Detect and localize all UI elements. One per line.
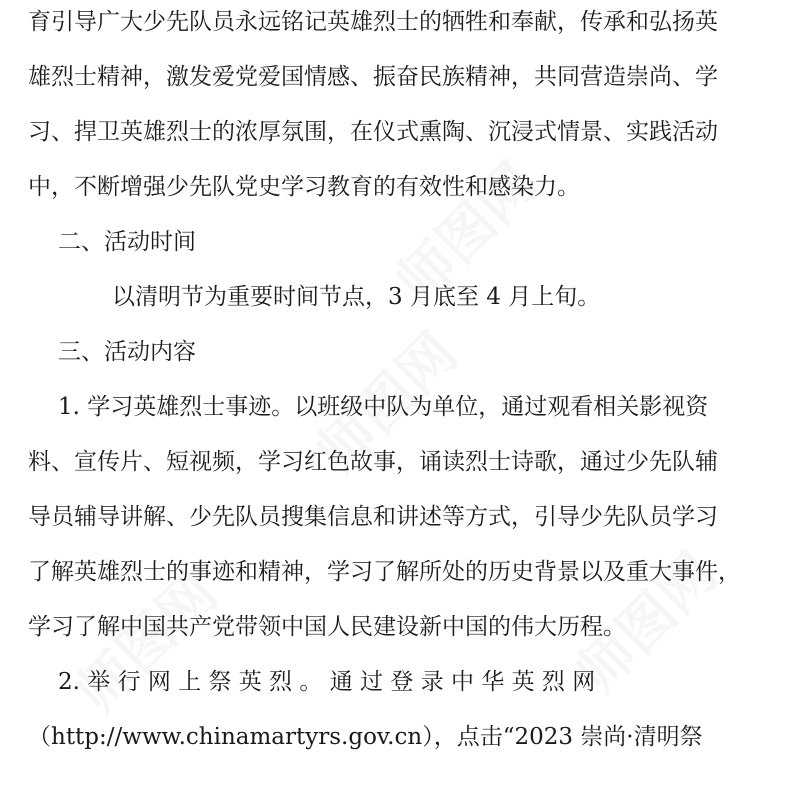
paragraph-line: （http://www.chinamartyrs.gov.cn），点击“2023 崇尚·清明祭 [28, 724, 703, 750]
list-item-2: 2. 举 行 网 上 祭 英 烈 。 通 过 登 录 中 华 英 烈 网 [58, 669, 596, 695]
paragraph-line: 料、宣传片、短视频，学习红色故事，诵读烈士诗歌，通过少先队辅 [28, 449, 718, 475]
paragraph-line: 中，不断增强少先队党史学习教育的有效性和感染力。 [28, 174, 580, 200]
paragraph-line: 导员辅导讲解、少先队员搜集信息和讲述等方式，引导少先队员学习 [28, 504, 718, 530]
list-item-1: 1. 学习英雄烈士事迹。以班级中队为单位，通过观看相关影视资 [58, 394, 709, 420]
section-heading-time: 二、活动时间 [58, 229, 196, 255]
paragraph-line: 习、捍卫英雄烈士的浓厚氛围，在仪式熏陶、沉浸式情景、实践活动 [28, 119, 718, 145]
paragraph-line: 育引导广大少先队员永远铭记英雄烈士的牺牲和奉献，传承和弘扬英 [28, 9, 718, 35]
section-heading-content: 三、活动内容 [58, 339, 196, 365]
paragraph-line: 学习了解中国共产党带领中国人民建设新中国的伟大历程。 [28, 614, 626, 640]
paragraph-line: 雄烈士精神，激发爱党爱国情感、振奋民族精神，共同营造崇尚、学 [28, 64, 718, 90]
paragraph-line: 了解英雄烈士的事迹和精神，学习了解所处的历史背景以及重大事件， [28, 559, 741, 585]
paragraph-line: 以清明节为重要时间节点，3 月底至 4 月上旬。 [112, 284, 601, 310]
